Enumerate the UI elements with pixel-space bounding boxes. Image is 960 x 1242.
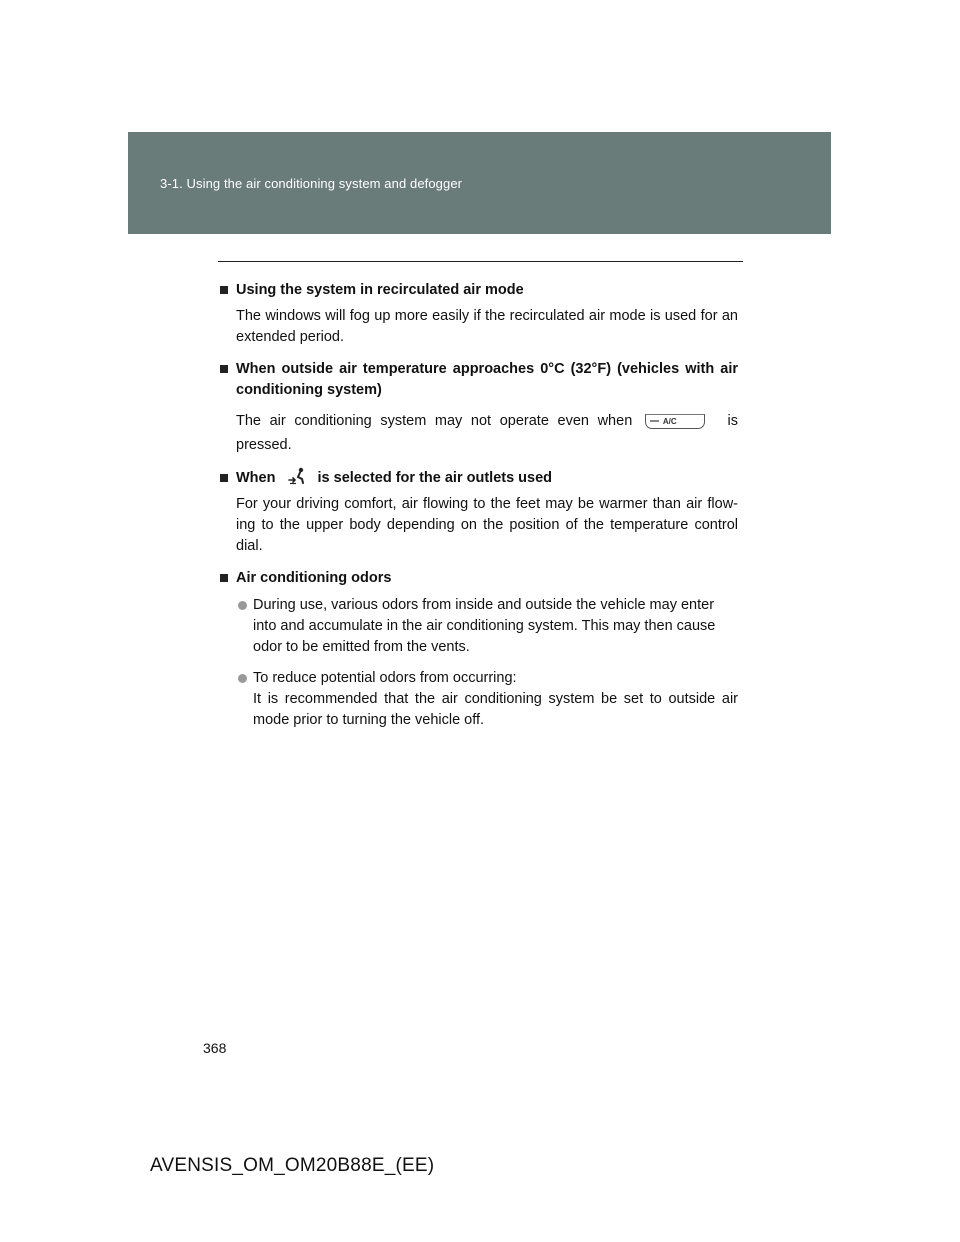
document-code: AVENSIS_OM_OM20B88E_(EE)	[150, 1155, 435, 1176]
square-bullet-icon	[220, 574, 228, 582]
section-title: 3-1. Using the air conditioning system and defogger	[160, 176, 463, 191]
note-body-text: The air conditioning system may not operate even when	[236, 413, 633, 429]
note-body	[236, 409, 738, 457]
square-bullet-icon	[220, 365, 228, 373]
circle-bullet-icon	[238, 601, 247, 610]
note-heading	[218, 280, 738, 301]
list-item-text: To reduce potential odors from occurring:	[253, 670, 517, 686]
list-item	[236, 668, 738, 731]
bullet-list	[236, 595, 738, 731]
note-outside-temperature	[218, 359, 738, 457]
divider	[218, 261, 743, 262]
indicator-light-icon	[650, 420, 659, 422]
ac-button-icon	[645, 414, 705, 429]
square-bullet-icon	[220, 474, 228, 482]
feet-airflow-icon	[286, 467, 308, 485]
note-heading	[218, 568, 738, 589]
note-body: The windows will fog up more easily if the recirculated air mode is used for an extended period.	[236, 308, 738, 345]
note-body-text: is pressed.	[236, 413, 739, 453]
page-content	[218, 280, 738, 742]
circle-bullet-icon	[238, 674, 247, 683]
ac-button-label: A/C	[662, 416, 677, 426]
list-item	[236, 595, 738, 658]
note-ac-odors	[218, 568, 738, 731]
note-body: For your driving comfort, air flowing to the feet may be warmer than air flow- ing to the upper body depending on the position of the temperature control dial.	[236, 496, 738, 554]
note-heading-text: Air conditioning odors	[236, 570, 392, 586]
note-heading-text: is selected for the air outlets used	[317, 470, 553, 486]
note-recirculated-air	[218, 280, 738, 348]
note-heading-text: When	[236, 470, 276, 486]
list-item-text: It is recommended that the air conditioning system be set to outside air mode prior to turning the vehicle off.	[253, 691, 738, 728]
square-bullet-icon	[220, 286, 228, 294]
note-feet-outlet	[218, 468, 738, 557]
note-heading	[218, 468, 738, 489]
page-number: 368	[203, 1040, 227, 1056]
note-heading-text: When outside air temperature approaches 0°C (32°F) (vehicles with air conditioning system)	[236, 361, 738, 398]
list-item-text: During use, various odors from inside and outside the vehicle may enter into and accumulate in the air conditioning system. This may then cause odor to be emitted from the vents.	[253, 597, 716, 655]
note-heading-text: Using the system in recirculated air mode	[236, 282, 524, 298]
note-heading	[218, 359, 738, 401]
